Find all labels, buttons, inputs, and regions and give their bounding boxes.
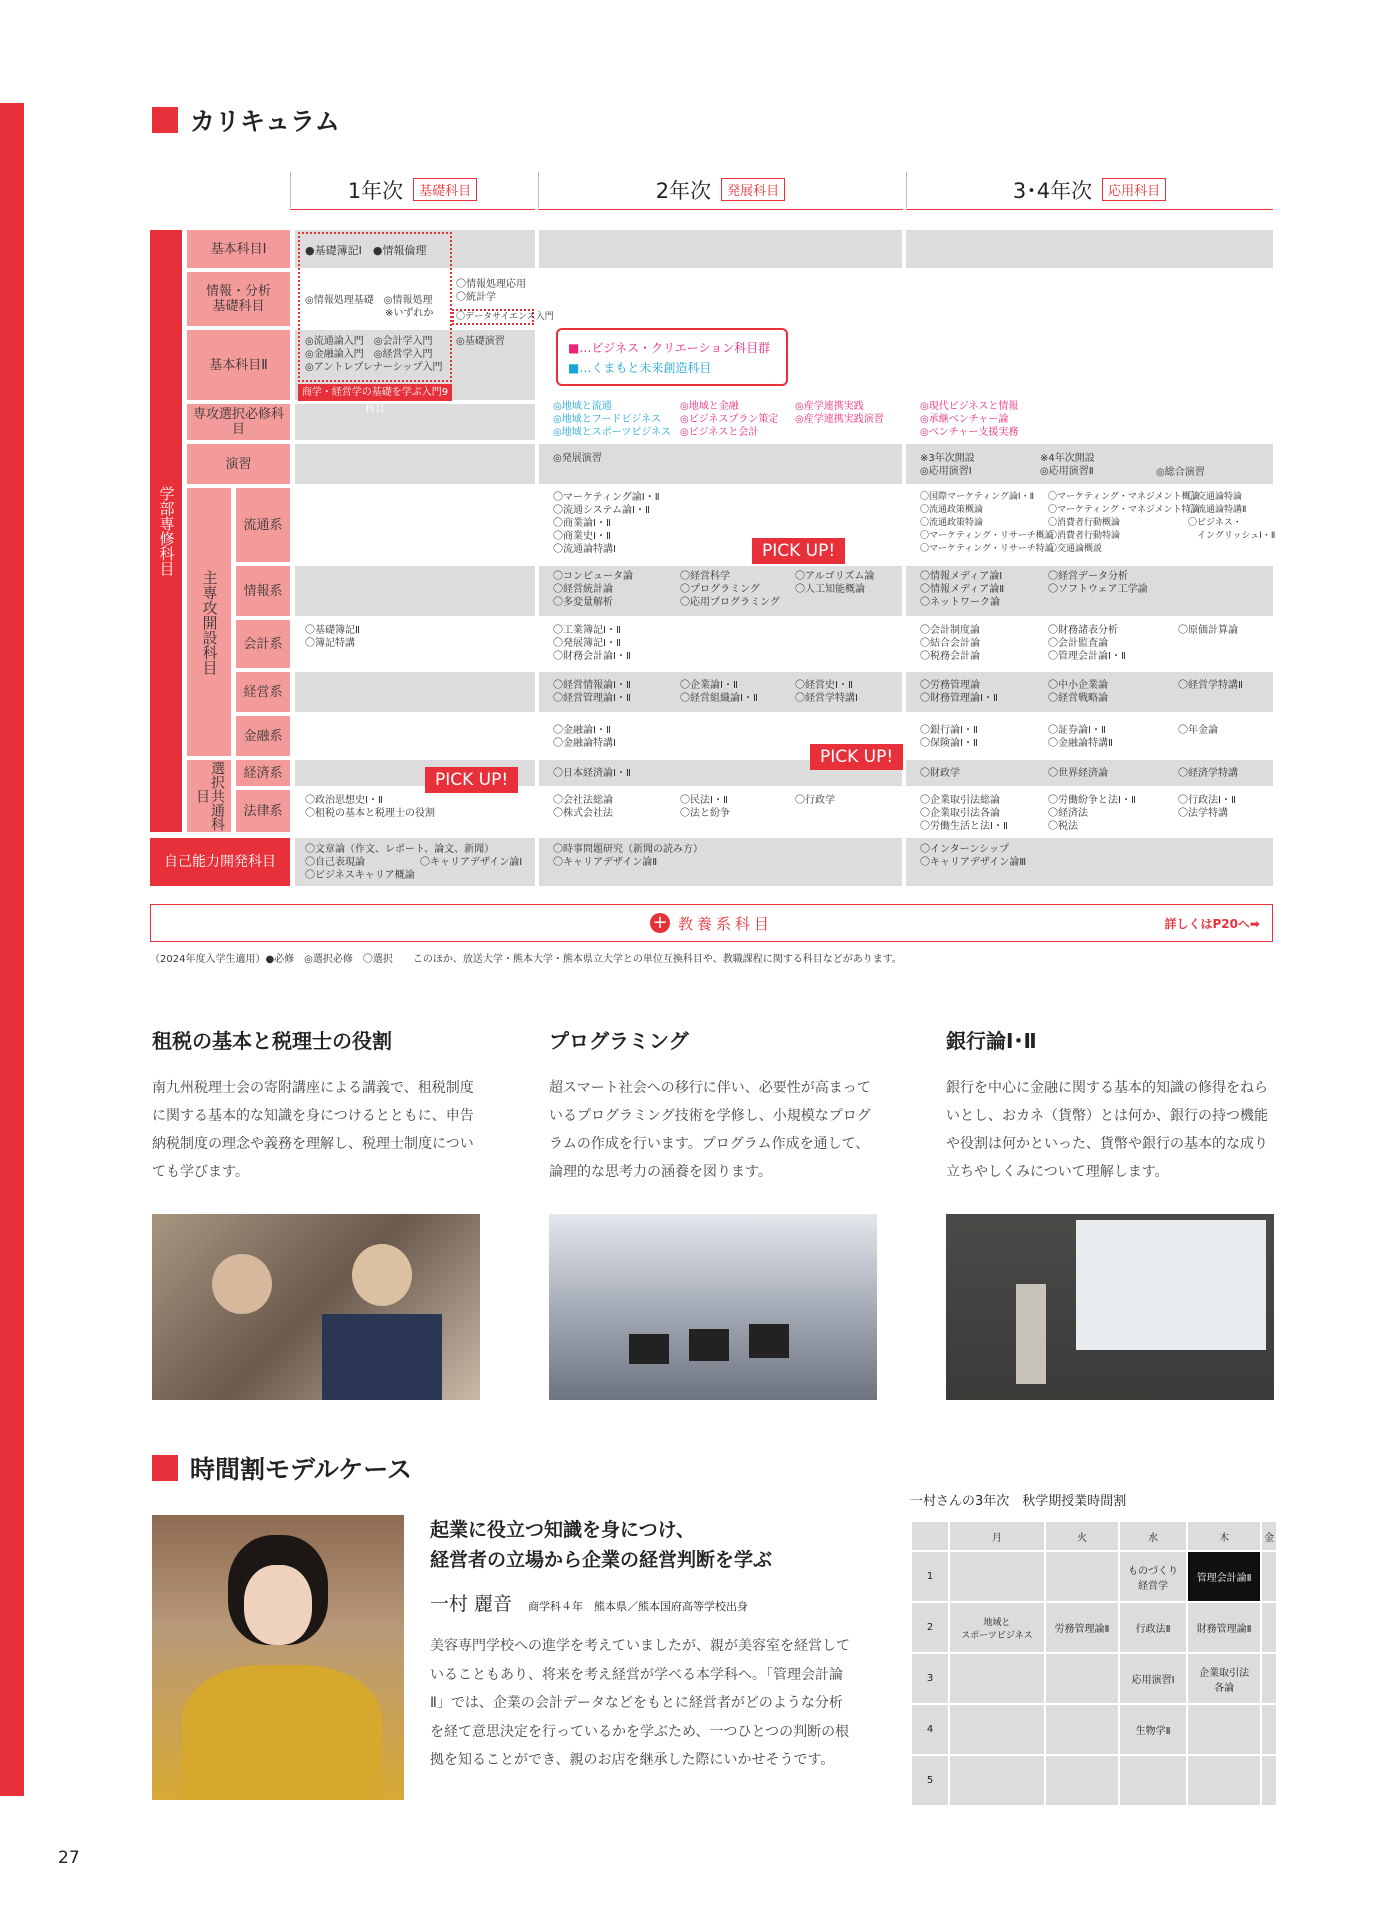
- label-keizai: 経済系: [236, 760, 290, 786]
- kyoyo-bar: [150, 904, 1273, 942]
- cell-joho2a: 〇コンピュータ論 〇経営統計論 〇多変量解析: [553, 571, 633, 608]
- cell-r2y1: ◎情報処理基礎 ◎情報処理 ※いずれか: [305, 295, 434, 319]
- page-number: 27: [58, 1848, 80, 1868]
- cell-r2y1c: 〇データサイエンス入門: [456, 312, 554, 322]
- cell-kaikei3a: 〇会計制度論 〇結合会計論 〇税務会計論: [920, 625, 980, 662]
- legend-box: ■…ビジネス・クリエーション科目群 ■…くまもと未来創造科目: [556, 328, 788, 386]
- cell-r3y1: ◎流通論入門 ◎会計学入門 ◎金融論入門 ◎経営学入門 ◎アントレプレナーシップ入門: [305, 336, 443, 373]
- year-header-2: 2年次 発展科目: [538, 170, 903, 210]
- cell-keizai3a: 〇財政学: [920, 768, 960, 779]
- intro-note: 商学・経営学の基礎を学ぶ入門9科目: [298, 384, 452, 401]
- cell-r4y2b: ◎地域と金融 ◎ビジネスプラン策定 ◎ビジネスと会計: [680, 401, 779, 438]
- photo-student: [152, 1515, 404, 1800]
- label-johokei: 情報系: [236, 566, 290, 616]
- cell-horitsu2c: 〇行政学: [795, 795, 835, 806]
- label-enshu: 演習: [187, 444, 290, 484]
- cell-ryutsu3c: 〇交通論特論 〇流通論特講Ⅱ 〇ビジネス・ イングリッシュⅠ・Ⅱ: [1188, 492, 1276, 541]
- cell-horitsu2a: 〇会社法総論 〇株式会社法: [553, 795, 613, 819]
- cell-keizai2: 〇日本経済論Ⅰ・Ⅱ: [553, 768, 631, 779]
- cell-horitsu3a: 〇企業取引法総論 〇企業取引法各論 〇労働生活と法Ⅰ・Ⅱ: [920, 795, 1008, 832]
- footnote: （2024年度入学生適用）●必修 ◎選択必修 〇選択 このほか、放送大学・熊本大学・熊本県立大学との単位互換科目や、教職課程に関する科目などがあります。: [150, 954, 902, 965]
- cell-kaikei2: 〇工業簿記Ⅰ・Ⅱ 〇発展簿記Ⅰ・Ⅱ 〇財務会計論Ⅰ・Ⅱ: [553, 625, 631, 662]
- pickup-tag-programming: PICK UP!: [752, 538, 845, 564]
- label-ryutsu: 流通系: [236, 488, 290, 562]
- cell-r4y3: ◎現代ビジネスと情報 ◎承継ベンチャー論 ◎ベンチャー支援実務: [920, 401, 1019, 438]
- kyoyo-label: 教養系科目: [677, 914, 773, 933]
- cell-joho2b: 〇経営科学 〇プログラミング 〇応用プログラミング: [680, 571, 780, 608]
- gakubu-label: 学部専修科目: [150, 230, 182, 832]
- cell-joho2c: 〇アルゴリズム論 〇人工知能概論: [795, 571, 875, 595]
- pickup-tax: 租税の基本と税理士の役割 南九州税理士会の寄附講座による講義で、租税制度に関する基本的な知識を身につけるとともに、申告納税制度の理念や義務を理解し、税理士制度についても学びます。: [152, 1029, 474, 1180]
- year-header-1: 1年次 基礎科目: [290, 170, 535, 210]
- cell-r5y2: ◎発展演習: [553, 453, 602, 464]
- cell-r5y3c: ◎総合演習: [1156, 467, 1205, 478]
- section-title-curriculum: カリキュラム: [152, 102, 340, 138]
- cell-ryutsu3b: 〇マーケティング・マネジメント概論 〇マーケティング・マネジメント特論 〇消費者行動概論 〇消費者行動特論 〇交通論概説: [1048, 492, 1200, 554]
- year-header-3: 3･4年次 応用科目: [906, 170, 1273, 210]
- cell-horitsu2b: 〇民法Ⅰ・Ⅱ 〇法と紛争: [680, 795, 730, 819]
- label-kinyu: 金融系: [236, 716, 290, 756]
- label-joho: 情報・分析 基礎科目: [187, 272, 290, 326]
- cell-r5y3a: ※3年次開設 ◎応用演習Ⅰ: [920, 453, 975, 477]
- cell-kinyu2: 〇金融論Ⅰ・Ⅱ 〇金融論特講Ⅰ: [553, 725, 616, 749]
- cell-horitsu3c: 〇行政法Ⅰ・Ⅱ 〇法学特講: [1178, 795, 1236, 819]
- label-kihon1: 基本科目Ⅰ: [187, 230, 290, 268]
- side-accent-bar: [0, 103, 24, 1796]
- cell-keiei2c: 〇経営史Ⅰ・Ⅱ 〇経営学特講Ⅰ: [795, 680, 858, 704]
- pickup-tag-bank: PICK UP!: [810, 744, 903, 770]
- cell-r2y1b: 〇情報処理応用 〇統計学: [456, 279, 526, 303]
- photo-lecture: [946, 1214, 1274, 1400]
- timetable: 月 火 水 木 金 1 ものづくり 経営学 管理会計論Ⅱ 2 地域と スポーツビジネス 労務管理論Ⅱ 行政法Ⅱ 財務管理論Ⅱ 3 応用演習Ⅰ 企業取引法 各論 4 生物学Ⅱ 5: [910, 1520, 1278, 1807]
- kyoyo-link[interactable]: 詳しくはP20へ➡: [1164, 916, 1260, 931]
- model-profile: 起業に役立つ知識を身につけ、 経営者の立場から企業の経営判断を学ぶ 一村 麗音 商学科４年 熊本県／熊本国府高等学校出身 美容専門学校への進学を考えていましたが、親が美容室を経営していることもあり、将来を考え経営が学べる本学科へ。「管理会計論Ⅱ」では、企業の会計データなどをもとに経営者がどのような分析を経て意思決定を行っているかを学ぶため、一つひとつの判断の根拠を知ることができ、親のお店を継承した際にいかせそうです。: [430, 1519, 850, 1768]
- cell-jiko3: 〇インターンシップ 〇キャリアデザイン論Ⅲ: [920, 844, 1027, 868]
- cell-keiei3a: 〇労務管理論 〇財務管理論Ⅰ・Ⅱ: [920, 680, 998, 704]
- label-kihon2: 基本科目Ⅱ: [187, 330, 290, 400]
- sentaku-label: 選択共通科目: [187, 760, 231, 832]
- cell-kaikei1: 〇基礎簿記Ⅱ 〇簿記特講: [305, 625, 360, 649]
- plus-icon: +: [650, 913, 670, 933]
- cell-keiei3c: 〇経営学特講Ⅱ: [1178, 680, 1243, 691]
- shu-label: 主専攻開設科目: [187, 488, 231, 756]
- cell-joho3a: 〇情報メディア論Ⅰ 〇情報メディア論Ⅱ 〇ネットワーク論: [920, 571, 1005, 608]
- cell-kaikei3c: 〇原価計算論: [1178, 625, 1238, 636]
- cell-jiko1a: 〇文章論（作文、レポート、論文、新聞） 〇自己表現論 〇ビジネスキャリア概論: [305, 844, 495, 881]
- cell-keiei2b: 〇企業論Ⅰ・Ⅱ 〇経営組織論Ⅰ・Ⅱ: [680, 680, 758, 704]
- cell-keiei2a: 〇経営情報論Ⅰ・Ⅱ 〇経営管理論Ⅰ・Ⅱ: [553, 680, 631, 704]
- cell-ryutsu3a: 〇国際マーケティング論Ⅰ・Ⅱ 〇流通政策概論 〇流通政策特論 〇マーケティング・リサーチ概論 〇マーケティング・リサーチ特論: [920, 492, 1054, 554]
- label-jiko: 自己能力開発科目: [150, 838, 290, 886]
- cell-jiko2: 〇時事問題研究（新聞の読み方） 〇キャリアデザイン論Ⅱ: [553, 844, 703, 868]
- cell-kinyu3b: 〇証券論Ⅰ・Ⅱ 〇金融論特講Ⅱ: [1048, 725, 1113, 749]
- cell-kaikei3b: 〇財務諸表分析 〇会計監査論 〇管理会計論Ⅰ・Ⅱ: [1048, 625, 1126, 662]
- photo-computer-lab: [549, 1214, 877, 1400]
- cell-r5y3b: ※4年次開設 ◎応用演習Ⅱ: [1040, 453, 1095, 477]
- cell-joho3b: 〇経営データ分析 〇ソフトウェア工学論: [1048, 571, 1148, 595]
- cell-r4y2c: ◎産学連携実践 ◎産学連携実践演習: [795, 401, 884, 425]
- cell-horitsu1: 〇政治思想史Ⅰ・Ⅱ 〇租税の基本と税理士の役割: [305, 795, 435, 819]
- label-horitsu: 法律系: [236, 790, 290, 832]
- cell-horitsu3b: 〇労働紛争と法Ⅰ・Ⅱ 〇経済法 〇税法: [1048, 795, 1136, 832]
- label-senko: 専攻選択必修科目: [187, 404, 290, 440]
- label-kaikei: 会計系: [236, 620, 290, 668]
- cell-keiei3b: 〇中小企業論 〇経営戦略論: [1048, 680, 1108, 704]
- cell-kinyu3a: 〇銀行論Ⅰ・Ⅱ 〇保険論Ⅰ・Ⅱ: [920, 725, 978, 749]
- pickup-bank: 銀行論Ⅰ･Ⅱ 銀行を中心に金融に関する基本的知識の修得をねらいとし、おカネ（貨幣）とは何か、銀行の持つ機能や役割は何かといった、貨幣や銀行の基本的な成り立ちやしくみについて理解します。: [946, 1029, 1268, 1180]
- cell-jiko1b: 〇キャリアデザイン論Ⅰ: [420, 857, 523, 868]
- cell-r4y2a: ◎地域と流通 ◎地域とフードビジネス ◎地域とスポーツビジネス: [553, 401, 672, 438]
- pickup-programming: プログラミング 超スマート社会への移行に伴い、必要性が高まっているプログラミング技術を学修し、小規模なプログラムの作成を行います。プログラム作成を通して、論理的な思考力の涵養を図ります。: [549, 1029, 871, 1180]
- timetable-caption: 一村さんの3年次 秋学期授業時間割: [910, 1494, 1127, 1509]
- cell-r1y1: ●基礎簿記Ⅰ ●情報倫理: [305, 244, 427, 257]
- cell-r3y1b: ◎基礎演習: [456, 336, 505, 347]
- pickup-tag-tax: PICK UP!: [425, 767, 518, 793]
- cell-keizai3c: 〇経済学特講: [1178, 768, 1238, 779]
- cell-kinyu3c: 〇年金論: [1178, 725, 1218, 736]
- cell-ryutsu2: 〇マーケティング論Ⅰ・Ⅱ 〇流通システム論Ⅰ・Ⅱ 〇商業論Ⅰ・Ⅱ 〇商業史Ⅰ・Ⅱ 〇流通論特講Ⅰ: [553, 492, 660, 555]
- photo-classroom: [152, 1214, 480, 1400]
- section-title-timetable: 時間割モデルケース: [152, 1450, 412, 1486]
- cell-keizai3b: 〇世界経済論: [1048, 768, 1108, 779]
- label-keiei: 経営系: [236, 672, 290, 712]
